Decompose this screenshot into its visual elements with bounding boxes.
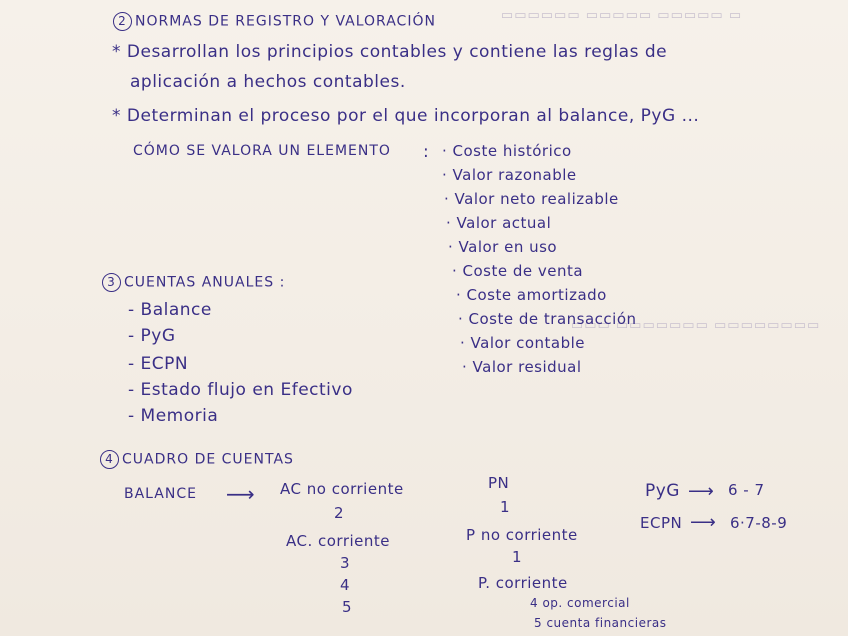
arrow-icon: ⟶ — [688, 481, 715, 502]
valuation-item: · Coste de venta — [452, 262, 584, 280]
valuation-question: CÓMO SE VALORA UN ELEMENTO — [133, 143, 391, 159]
annual-account-item: - ECPN — [128, 354, 189, 374]
group-number: 2 — [334, 504, 345, 522]
section-title: NORMAS DE REGISTRO Y VALORACIÓN — [135, 13, 436, 30]
pyg-label: PyG — [645, 481, 680, 501]
ecpn-groups: 6·7-8-9 — [730, 514, 788, 532]
valuation-item: · Valor contable — [460, 334, 586, 352]
annual-account-item: - Estado flujo en Efectivo — [128, 380, 353, 400]
valuation-item: · Valor neto realizable — [444, 190, 619, 208]
valuation-item: · Valor en uso — [448, 238, 558, 256]
note-line: * Determinan el proceso por el que incorporan al balance, PyG ... — [112, 106, 700, 126]
valuation-item: · Valor razonable — [442, 166, 577, 184]
section-title: CUENTAS ANUALES : — [124, 274, 286, 291]
group-number: 5 — [342, 598, 353, 616]
valuation-item: · Valor residual — [462, 358, 582, 376]
section-number: 2 — [113, 12, 132, 31]
pn-label: PN — [488, 474, 510, 492]
p-corriente: P. corriente — [478, 574, 568, 592]
annual-account-item: - Memoria — [128, 406, 219, 426]
group-number: 3 — [340, 554, 351, 572]
section-number: 3 — [102, 273, 121, 292]
ac-no-corriente: AC no corriente — [280, 480, 404, 498]
group-number: 1 — [512, 548, 523, 566]
p-no-corriente: P no corriente — [466, 526, 578, 544]
group-number: 4 — [340, 576, 351, 594]
section-2-heading — [113, 12, 436, 31]
arrow-icon: ⟶ — [690, 512, 717, 533]
pyg-groups: 6 - 7 — [728, 481, 765, 499]
ac-corriente: AC. corriente — [286, 532, 391, 550]
section-title: CUADRO DE CUENTAS — [122, 451, 294, 468]
annual-account-item: - Balance — [128, 300, 212, 320]
colon: : — [423, 142, 430, 162]
balance-label: BALANCE — [124, 486, 197, 502]
valuation-item: · Valor actual — [446, 214, 552, 232]
bleed-through-mark: ▭▭▭▭▭▭▭▭ ▭▭▭▭▭▭▭ ▭▭▭ — [570, 318, 820, 333]
note-line: aplicación a hechos contables. — [130, 72, 406, 92]
bleed-through-mark: ▭ ▭▭▭▭▭ ▭▭▭▭▭ ▭▭▭▭▭▭ — [500, 8, 742, 23]
p-corriente-detail: 4 op. comercial — [530, 596, 630, 610]
section-number: 4 — [100, 450, 119, 469]
group-number: 1 — [500, 498, 511, 516]
arrow-icon: ⟶ — [226, 482, 256, 506]
note-line: * Desarrollan los principios contables y contiene las reglas de — [112, 42, 668, 62]
p-corriente-detail: 5 cuenta financieras — [534, 616, 667, 630]
ecpn-label: ECPN — [640, 514, 683, 532]
annual-account-item: - PyG — [128, 326, 176, 346]
section-3-heading — [102, 273, 285, 292]
section-4-heading — [100, 450, 294, 469]
valuation-item: · Coste de transacción — [458, 310, 637, 328]
valuation-item: · Coste amortizado — [456, 286, 607, 304]
valuation-item: · Coste histórico — [442, 142, 572, 160]
